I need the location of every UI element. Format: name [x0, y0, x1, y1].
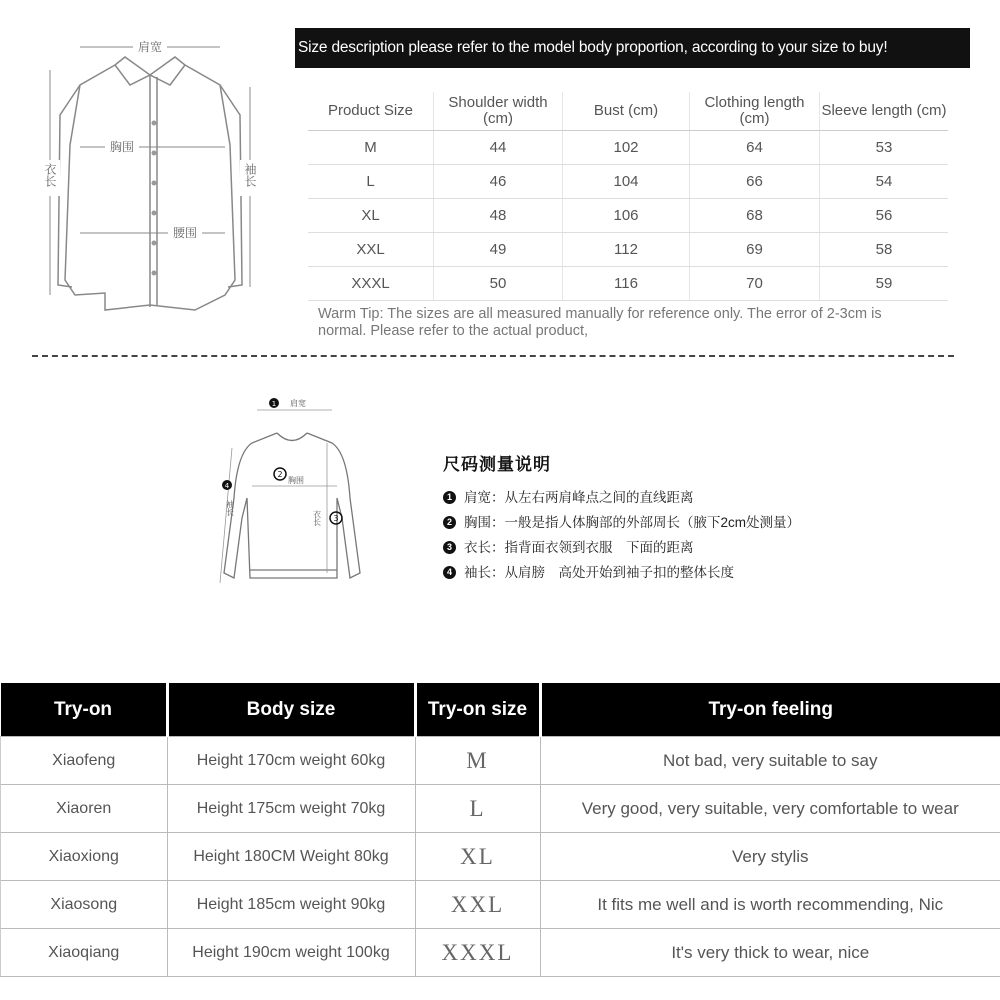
length-header: Clothing length (cm) [690, 92, 820, 131]
measure-line [443, 535, 883, 560]
table-cell: 112 [563, 233, 690, 267]
waist-label: 腰围 [172, 226, 198, 240]
table-cell: 44 [434, 131, 563, 165]
tryon-size: XL [415, 833, 540, 881]
table-row [1, 737, 1000, 785]
tryon-size: XXXL [415, 929, 540, 977]
tryon-header [1, 683, 1000, 737]
shoulder-header: Shoulder width (cm) [434, 92, 563, 131]
tryon-body-header: Body size [167, 683, 415, 737]
table-row [308, 267, 948, 301]
table-cell: 102 [563, 131, 690, 165]
chest-label: 胸围 [109, 140, 135, 154]
table-cell: 69 [690, 233, 820, 267]
tryon-size-header: Try-on size [415, 683, 540, 737]
tryon-feeling: It fits me well and is worth recommending, Nic [540, 881, 1000, 929]
tryon-feeling-header: Try-on feeling [540, 683, 1000, 737]
sweater-length-label: 衣长 [312, 510, 322, 526]
tryon-feeling: Very stylis [540, 833, 1000, 881]
table-row [1, 881, 1000, 929]
n4-badge: 4 [224, 482, 230, 490]
bust-header: Bust (cm) [563, 92, 690, 131]
table-cell: 106 [563, 199, 690, 233]
size-table-header [308, 92, 948, 131]
table-cell: L [308, 165, 434, 199]
sweater-sleeve-label: 袖长 [225, 500, 235, 516]
table-row [308, 199, 948, 233]
table-cell: 58 [820, 233, 949, 267]
tryon-body: Height 175cm weight 70kg [167, 785, 415, 833]
sweater-chest-label: 胸围 [288, 476, 304, 485]
sweater-diagram [212, 388, 372, 598]
table-cell: 46 [434, 165, 563, 199]
size-header: Product Size [308, 92, 434, 131]
tryon-name-header: Try-on [1, 683, 168, 737]
tryon-body: Height 180CM Weight 80kg [167, 833, 415, 881]
measure-instructions [443, 450, 883, 585]
sweater-shoulder-label: 肩宽 [290, 399, 306, 408]
measure-text: 袖长：从肩膀 高处开始到袖子扣的整体长度 [464, 565, 734, 580]
tryon-name: Xiaofeng [1, 737, 168, 785]
tryon-body: Height 185cm weight 90kg [167, 881, 415, 929]
shirt-diagram [20, 25, 280, 315]
n2-badge: 2 [277, 470, 283, 479]
measure-line [443, 485, 883, 510]
tryon-body: Height 170cm weight 60kg [167, 737, 415, 785]
measure-text: 衣长：指背面衣领到衣服 下面的距离 [464, 540, 694, 555]
dashed-divider [32, 355, 954, 357]
table-row [1, 929, 1000, 977]
sleeve-header: Sleeve length (cm) [820, 92, 949, 131]
tryon-table [0, 683, 1000, 977]
size-table [308, 92, 948, 301]
table-cell: 70 [690, 267, 820, 301]
table-cell: 116 [563, 267, 690, 301]
table-row [1, 833, 1000, 881]
measure-line [443, 510, 883, 535]
tryon-size: L [415, 785, 540, 833]
table-cell: 54 [820, 165, 949, 199]
table-row [308, 233, 948, 267]
measure-line [443, 560, 883, 585]
table-cell: 50 [434, 267, 563, 301]
number-badge: 1 [443, 491, 456, 504]
tryon-feeling: It's very thick to wear, nice [540, 929, 1000, 977]
table-cell: XL [308, 199, 434, 233]
tryon-name: Xiaoqiang [1, 929, 168, 977]
table-row [308, 131, 948, 165]
tryon-size: XXL [415, 881, 540, 929]
table-cell: 68 [690, 199, 820, 233]
number-badge: 4 [443, 566, 456, 579]
tryon-feeling: Very good, very suitable, very comfortable to wear [540, 785, 1000, 833]
measure-text: 胸围：一般是指人体胸部的外部周长（腋下2cm处测量） [464, 515, 801, 530]
table-cell: XXXL [308, 267, 434, 301]
table-cell: 64 [690, 131, 820, 165]
measure-title: 尺码测量说明 [443, 455, 551, 474]
table-cell: 59 [820, 267, 949, 301]
size-banner: Size description please refer to the model body proportion, according to your size to buy! [295, 28, 970, 68]
table-row [1, 785, 1000, 833]
number-badge: 2 [443, 516, 456, 529]
shoulder-label: 肩宽 [137, 40, 163, 54]
table-cell: M [308, 131, 434, 165]
table-cell: 53 [820, 131, 949, 165]
tryon-name: Xiaoren [1, 785, 168, 833]
n1-badge: 1 [271, 400, 277, 408]
table-row [308, 165, 948, 199]
tryon-body: Height 190cm weight 100kg [167, 929, 415, 977]
measure-text: 肩宽：从左右两肩峰点之间的直线距离 [464, 490, 694, 505]
sleeve-label: 袖长 [243, 163, 257, 187]
table-cell: 66 [690, 165, 820, 199]
tryon-size: M [415, 737, 540, 785]
table-cell: 104 [563, 165, 690, 199]
table-cell: XXL [308, 233, 434, 267]
number-badge: 3 [443, 541, 456, 554]
table-cell: 56 [820, 199, 949, 233]
table-cell: 49 [434, 233, 563, 267]
table-cell: 48 [434, 199, 563, 233]
tryon-name: Xiaoxiong [1, 833, 168, 881]
tryon-feeling: Not bad, very suitable to say [540, 737, 1000, 785]
warm-tip: Warm Tip: The sizes are all measured manually for reference only. The error of 2-3cm is normal. Please refer to the actual product, [318, 306, 882, 339]
tryon-name: Xiaosong [1, 881, 168, 929]
n3-badge: 3 [333, 514, 339, 523]
length-label: 衣长 [43, 163, 57, 187]
